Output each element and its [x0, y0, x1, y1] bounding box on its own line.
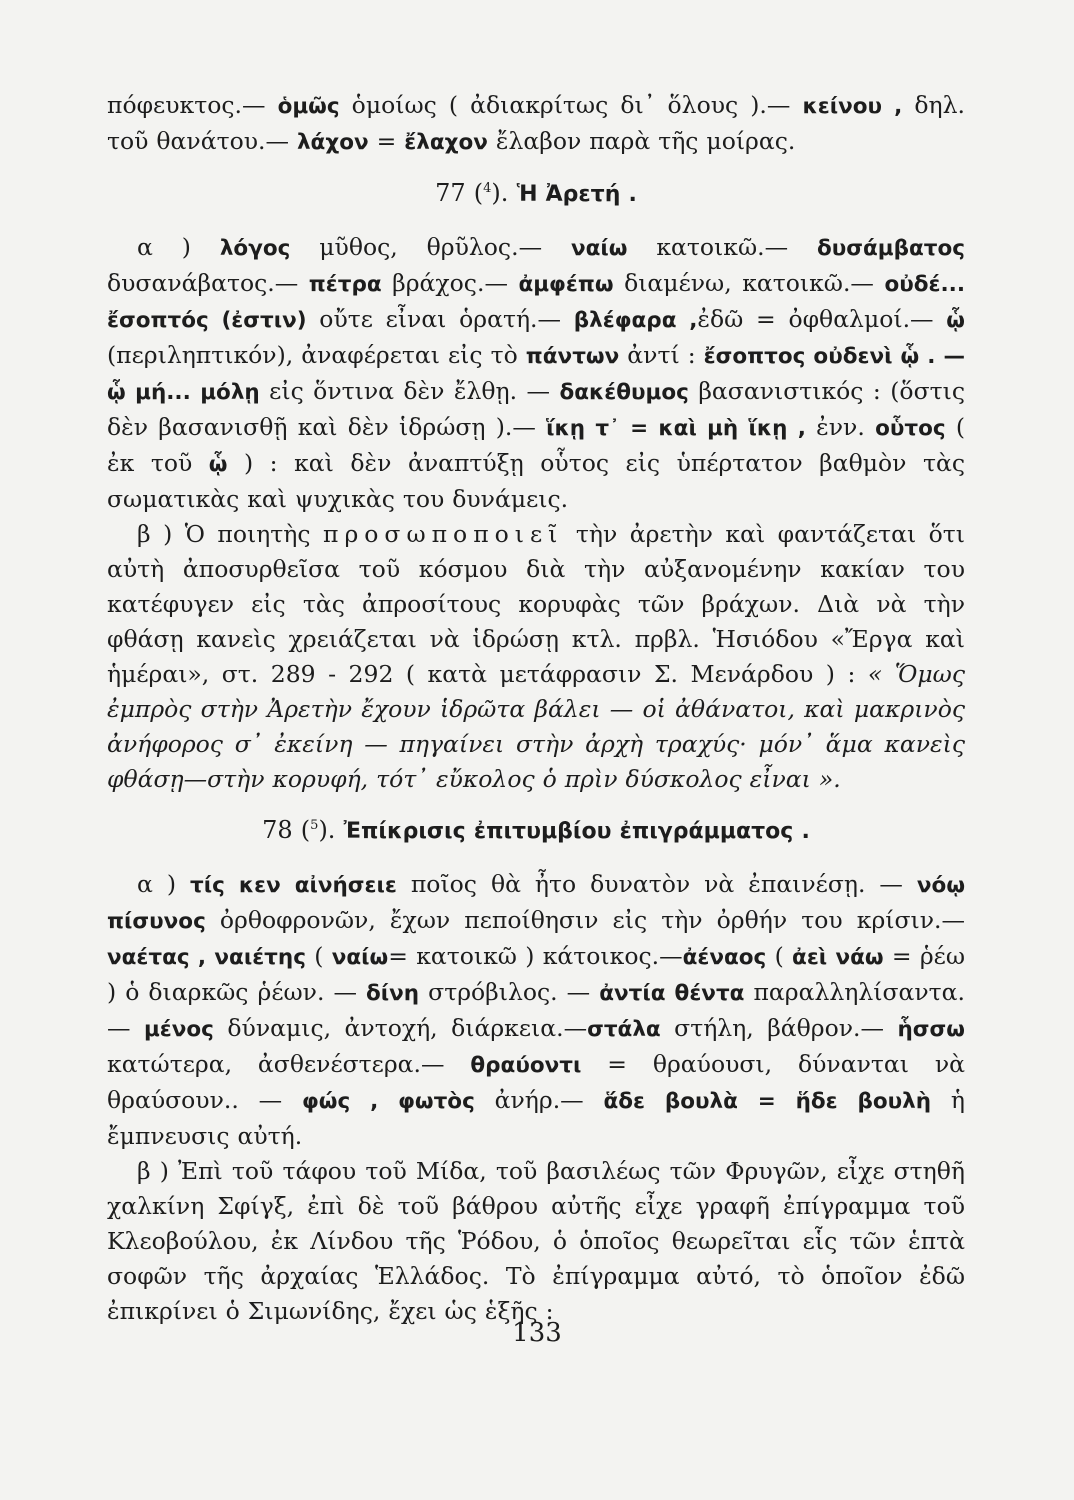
bold-term: δίνη: [366, 981, 420, 1006]
bold-term: οὐδέ... ἔσοπτός (ἐστιν): [107, 272, 965, 333]
text-run: μῦθος, θρῦλος.—: [290, 233, 571, 261]
text-run: (: [766, 942, 793, 970]
text-run: ἐνν.: [805, 413, 876, 441]
italic-quotation: « Ὅμως ἐμπρὸς στὴν Ἀρετὴν ἔχουν ἱδρῶτα βάλει — οἱ ἀθάνατοι, καὶ μακρινὸς ἀνήφορος σ᾽ ἐκείνη — πηγαίνει στὴν ἀρχὴ τραχύς· μόν᾽ ἅμα κανεὶς φθάσῃ—στὴν κορυφή, τότ᾽ εὔκολος ὁ πρὶν δύσκολος εἶναι ».: [107, 660, 965, 793]
text-run: εἰς ὅντινα δὲν ἔλθῃ. —: [259, 377, 560, 405]
bold-term: κείνου ,: [802, 94, 903, 119]
bold-term: ᾧ: [208, 452, 228, 477]
section-77-heading: [107, 176, 965, 212]
bold-term: μένος: [143, 1017, 214, 1042]
bold-term: θραύοντι: [470, 1053, 582, 1078]
page-number: 133: [512, 1318, 562, 1348]
text-run: (: [305, 942, 332, 970]
page-body: [107, 88, 965, 1329]
bold-term: ἅδε βουλὰ = ἥδε βουλὴ: [603, 1089, 932, 1114]
bold-term: ἀμφέπω: [518, 272, 614, 297]
text-run: ἀντί :: [619, 341, 704, 369]
text-run: (περιληπτικόν), ἀναφέρεται εἰς τὸ: [107, 341, 526, 369]
text-run: στήλη, βάθρον.—: [660, 1014, 898, 1042]
bold-term: πέτρα: [308, 272, 382, 297]
text-run: ἐδῶ = ὀφθαλμοί.—: [697, 305, 947, 333]
text-run: = ῥέω ) ὁ διαρκῶς ῥέων. —: [107, 942, 966, 1006]
bold-term: ναίω: [331, 945, 389, 970]
bold-term: ναίω: [570, 236, 628, 261]
bold-term: δυσάμβατος: [816, 236, 966, 261]
text-run: ποῖος θὰ ἦτο δυνατὸν νὰ ἐπαινέσῃ. —: [396, 870, 917, 898]
text-run: ) : καὶ δὲν ἀναπτύξῃ οὗτος εἰς ὑπέρτατον βαθμὸν τὰς σωματικὰς καὶ ψυχικὰς του δυνάμεις.: [107, 449, 965, 513]
text-run: ἡ ἔμπνευσις αὐτή.: [107, 1086, 965, 1150]
bold-term: ναέτας , ναιέτης: [107, 945, 306, 970]
text-run: α ): [137, 233, 220, 261]
section-78-part-b: [107, 1154, 965, 1329]
text-run: ( ἐκ τοῦ: [107, 413, 966, 477]
section-78-number: 78 (: [262, 816, 311, 844]
text-run: ὀρθοφρονῶν, ἔχων πεποίθησιν εἰς τὴν ὀρθήν του κρίσιν.—: [205, 906, 965, 934]
section-78-part-a: [107, 867, 965, 1154]
bold-term: ἔσοπτος οὐδενὶ ᾧ . —: [703, 344, 965, 369]
text-run: διαμένω, κατοικῶ.—: [613, 269, 885, 297]
bold-term: ὁμῶς: [277, 94, 340, 119]
bold-term: ἀντία θέντα: [599, 981, 745, 1006]
text-run: παραλληλίσαντα.—: [107, 978, 965, 1042]
text-run: β ) Ὁ ποιητὴς: [137, 520, 323, 548]
text-run: ἔλαβον παρὰ τῆς μοίρας.: [487, 127, 796, 155]
bold-term: φώς , φωτὸς: [301, 1089, 475, 1114]
bold-term: στάλα: [587, 1017, 661, 1042]
text-run: =: [368, 127, 405, 155]
text-run: δύναμις, ἀντοχή, διάρκεια.—: [213, 1014, 588, 1042]
spaced-emphasis: προσωποποιεῖ: [323, 520, 564, 548]
text-run: πόφευκτος.—: [107, 91, 278, 119]
text-run: τὴν ἀρετὴν καὶ φαντάζεται ὅτι αὐτὴ ἀποσυρθεῖσα τοῦ κόσμου διὰ τὴν αὐξανομένην κακίαν του κατέφυγεν εἰς τὰς ἀπροσίτους κορυφὰς τῶν βράχων. Διὰ νὰ τὴν φθάσῃ κανεὶς χρειάζεται νὰ ἱδρώσῃ κτλ. πρβλ. Ἡσιόδου «Ἔργα καὶ ἡμέραι», στ. 289 - 292 ( κατὰ μετάφρασιν Σ. Μενάρδου ) :: [107, 520, 965, 688]
section-78-number-close: ).: [318, 816, 336, 844]
bold-term: ἀεὶ νάω: [792, 945, 884, 970]
bold-term: δακέθυμος: [559, 380, 689, 405]
bold-term: ἧσσω: [897, 1017, 965, 1042]
text-run: β ) Ἐπὶ τοῦ τάφου τοῦ Μίδα, τοῦ βασιλέως τῶν Φρυγῶν, εἶχε στηθῆ χαλκίνη Σφίγξ, ἐπὶ δὲ τοῦ βάθρου αὐτῆς εἶχε γραφῆ ἐπίγραμμα τοῦ Κλεοβούλου, ἐκ Λίνδου τῆς Ῥόδου, ὁ ὁποῖος θεωρεῖται εἷς τῶν ἑπτὰ σοφῶν τῆς ἀρχαίας Ἑλλάδος. Τὸ ἐπίγραμμα αὐτό, τὸ ὁποῖον ἐδῶ ἐπικρίνει ὁ Σιμωνίδης, ἔχει ὡς ἑξῆς :: [107, 1157, 965, 1325]
section-78-footnote-ref: 5: [310, 818, 319, 833]
section-77-number: 77 (: [435, 179, 484, 207]
bold-term: λάχον: [296, 130, 369, 155]
bold-term: ἔλαχον: [404, 130, 488, 155]
bold-term: ᾧ: [946, 308, 965, 333]
text-run: ἀνήρ.—: [474, 1086, 604, 1114]
bold-term: πάντων: [525, 344, 620, 369]
text-run: δηλ. τοῦ θανάτου.—: [107, 91, 965, 155]
text-run: ὁμοίως ( ἀδιακρίτως δι᾽ ὅλους ).—: [339, 91, 803, 119]
text-run: δυσανάβατος.—: [107, 269, 309, 297]
section-77-number-close: ).: [491, 179, 509, 207]
text-run: α ): [137, 870, 190, 898]
section-77-footnote-ref: 4: [483, 181, 492, 196]
section-78-heading: [107, 813, 965, 849]
text-run: = θραύουσι, δύνανται νὰ θραύσουν.. —: [107, 1050, 965, 1114]
bold-term: βλέφαρα ,: [573, 308, 698, 333]
section-78-title: Ἐπίκρισις ἐπιτυμβίου ἐπιγράμματος .: [343, 819, 810, 844]
text-run: στρόβιλος. —: [419, 978, 600, 1006]
intro-paragraph: [107, 88, 965, 160]
text-run: οὔτε εἶναι ὁρατή.—: [306, 305, 574, 333]
bold-term: τίς κεν αἰνήσειε: [190, 873, 397, 898]
bold-term: ᾧ μή... μόλῃ: [107, 380, 260, 405]
bold-term: οὗτος: [875, 416, 946, 441]
text-run: βράχος.—: [381, 269, 519, 297]
text-run: βασανιστικός : (ὅστις δὲν βασανισθῇ καὶ δὲν ἱδρώσῃ ).—: [107, 377, 965, 441]
bold-term: λόγος: [219, 236, 291, 261]
section-77-part-b: [107, 517, 965, 797]
section-77-title: Ἡ Ἀρετή .: [516, 182, 637, 207]
section-77-part-a: [107, 230, 965, 517]
text-run: κατοικῶ.—: [627, 233, 817, 261]
text-run: κατώτερα, ἀσθενέστερα.—: [107, 1050, 471, 1078]
bold-term: ἀέναος: [682, 945, 767, 970]
bold-term: νόῳ πίσυνος: [107, 873, 966, 934]
text-run: = κατοικῶ ) κάτοικος.—: [388, 942, 683, 970]
bold-term: ἵκῃ τ᾽ = καὶ μὴ ἵκῃ ,: [546, 416, 806, 441]
